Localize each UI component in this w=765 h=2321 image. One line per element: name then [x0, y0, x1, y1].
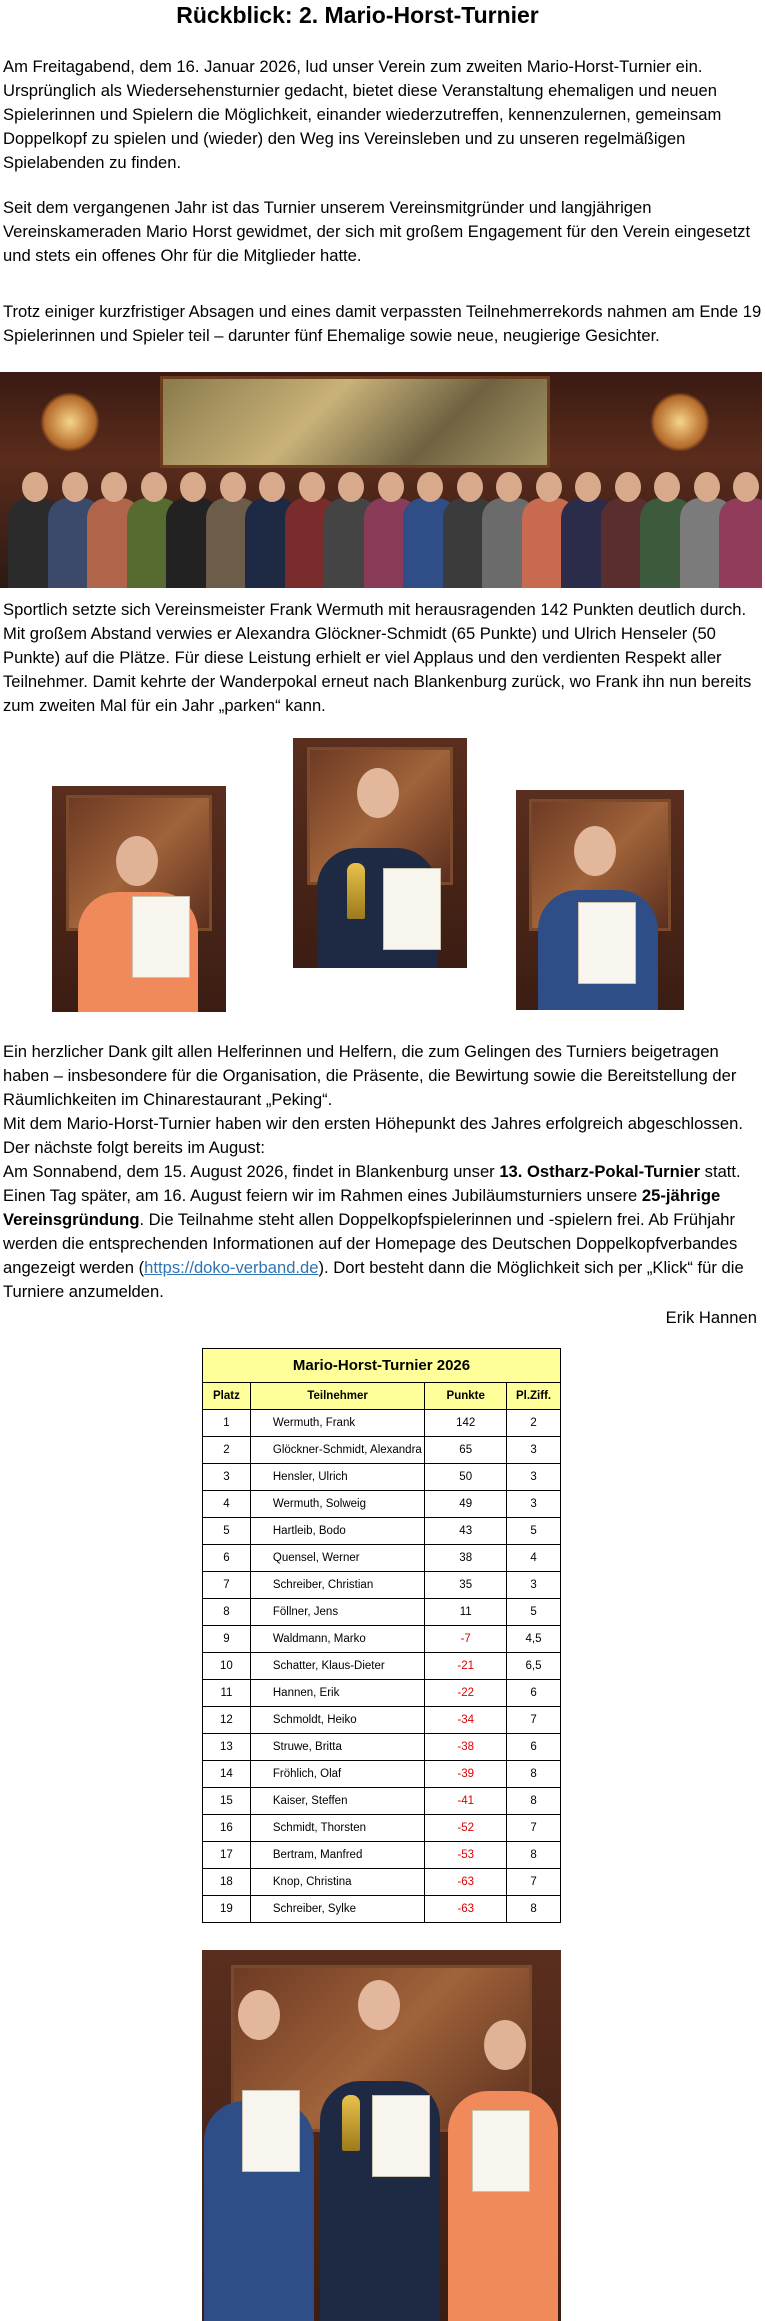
table-row	[203, 1761, 561, 1788]
cell-plziff: 7	[507, 1707, 561, 1734]
cell-punkte: -21	[425, 1653, 507, 1680]
cell-punkte: 38	[425, 1545, 507, 1572]
cell-platz: 18	[203, 1869, 251, 1896]
cell-plziff: 3	[507, 1491, 561, 1518]
cell-punkte: 43	[425, 1518, 507, 1545]
cell-punkte: 65	[425, 1437, 507, 1464]
table-row	[203, 1572, 561, 1599]
cell-plziff: 8	[507, 1896, 561, 1923]
cell-plziff: 6	[507, 1680, 561, 1707]
table-row	[203, 1788, 561, 1815]
cell-punkte: -7	[425, 1626, 507, 1653]
cell-platz: 10	[203, 1653, 251, 1680]
table-row	[203, 1545, 561, 1572]
cell-platz: 2	[203, 1437, 251, 1464]
cell-teilnehmer: Schmoldt, Heiko	[250, 1707, 424, 1734]
cell-plziff: 3	[507, 1572, 561, 1599]
cell-teilnehmer: Glöckner-Schmidt, Alexandra	[250, 1437, 424, 1464]
table-row	[203, 1815, 561, 1842]
cell-punkte: -38	[425, 1734, 507, 1761]
cell-teilnehmer: Quensel, Werner	[250, 1545, 424, 1572]
table-row	[203, 1626, 561, 1653]
group-photo	[0, 372, 762, 588]
cell-teilnehmer: Hartleib, Bodo	[250, 1518, 424, 1545]
trophy-icon	[342, 2095, 360, 2151]
portrait-frank	[293, 738, 467, 968]
header-teilnehmer: Teilnehmer	[250, 1383, 424, 1410]
cell-teilnehmer: Fröhlich, Olaf	[250, 1761, 424, 1788]
table-row	[203, 1464, 561, 1491]
cell-teilnehmer: Waldmann, Marko	[250, 1626, 424, 1653]
cell-plziff: 7	[507, 1869, 561, 1896]
cell-punkte: -41	[425, 1788, 507, 1815]
results-paragraph: Sportlich setzte sich Vereinsmeister Frank Wermuth mit herausragenden 142 Punkten deutlich durch. Mit großem Abstand verwies er Alexandra Glöckner-Schmidt (65 Punkte) und Ulrich Henseler (50 Punkte) auf die Plätze. Für diese Leistung erhielt er viel Applaus und den verdienten Respekt aller Teilnehmer. Damit kehrte der Wanderpokal erneut nach Blankenburg zurück, wo Frank ihn nun bereits zum zweiten Mal für ein Jahr „parken“ kann.	[3, 600, 752, 715]
winners-photo	[202, 1950, 561, 2321]
group-people	[0, 448, 762, 588]
cell-platz: 19	[203, 1896, 251, 1923]
table-row	[203, 1842, 561, 1869]
cell-platz: 12	[203, 1707, 251, 1734]
cell-plziff: 4	[507, 1545, 561, 1572]
results-body	[203, 1410, 561, 1923]
table-row	[203, 1491, 561, 1518]
cell-plziff: 3	[507, 1464, 561, 1491]
cell-platz: 16	[203, 1815, 251, 1842]
table-row	[203, 1734, 561, 1761]
table-row	[203, 1869, 561, 1896]
portrait-alexandra	[52, 786, 226, 1012]
certificate-icon	[242, 2090, 300, 2172]
results-table	[202, 1348, 561, 1923]
cell-teilnehmer: Wermuth, Frank	[250, 1410, 424, 1437]
cell-punkte: 142	[425, 1410, 507, 1437]
certificate-icon	[132, 896, 190, 978]
cell-punkte: -63	[425, 1896, 507, 1923]
cell-punkte: 11	[425, 1599, 507, 1626]
cell-teilnehmer: Struwe, Britta	[250, 1734, 424, 1761]
table-row	[203, 1653, 561, 1680]
cell-plziff: 5	[507, 1518, 561, 1545]
doko-verband-link[interactable]: https://doko-verband.de	[144, 1258, 319, 1277]
cell-plziff: 6,5	[507, 1653, 561, 1680]
cell-teilnehmer: Schmidt, Thorsten	[250, 1815, 424, 1842]
cell-platz: 8	[203, 1599, 251, 1626]
lamp-icon	[650, 392, 710, 452]
cell-punkte: -39	[425, 1761, 507, 1788]
anniversary-bold: 25-jährige Vereinsgründung	[3, 1186, 721, 1229]
table-row	[203, 1896, 561, 1923]
lamp-icon	[40, 392, 100, 452]
certificate-icon	[472, 2110, 530, 2192]
cell-teilnehmer: Schreiber, Christian	[250, 1572, 424, 1599]
page-title: Rückblick: 2. Mario-Horst-Turnier	[176, 2, 539, 28]
table-caption: Mario-Horst-Turnier 2026	[203, 1349, 561, 1383]
author-signature: Erik Hannen	[665, 1308, 757, 1327]
cell-teilnehmer: Schatter, Klaus-Dieter	[250, 1653, 424, 1680]
trophy-icon	[347, 863, 365, 919]
cell-plziff: 5	[507, 1599, 561, 1626]
cell-plziff: 2	[507, 1410, 561, 1437]
cell-punkte: -22	[425, 1680, 507, 1707]
cell-punkte: -34	[425, 1707, 507, 1734]
cell-platz: 11	[203, 1680, 251, 1707]
table-row	[203, 1599, 561, 1626]
cell-plziff: 8	[507, 1788, 561, 1815]
cell-teilnehmer: Schreiber, Sylke	[250, 1896, 424, 1923]
portrait-ulrich	[516, 790, 684, 1010]
intro-paragraph: Am Freitagabend, dem 16. Januar 2026, lud unser Verein zum zweiten Mario-Horst-Turnier ein. Ursprünglich als Wiedersehensturnier gedacht, bietet diese Veranstaltung ehemaligen und neuen Spielerinnen und Spielern die Möglichkeit, einander wiederzutreffen, kennenzulernen, gemeinsam Doppelkopf zu spielen und (wieder) den Weg ins Vereinsleben und zu unseren regelmäßigen Spielabenden zu finden.	[3, 57, 722, 172]
table-row	[203, 1437, 561, 1464]
certificate-icon	[578, 902, 636, 984]
certificate-icon	[383, 868, 441, 950]
cell-punkte: -53	[425, 1842, 507, 1869]
cell-platz: 17	[203, 1842, 251, 1869]
cell-plziff: 8	[507, 1842, 561, 1869]
table-row	[203, 1518, 561, 1545]
header-platz: Platz	[203, 1383, 251, 1410]
cell-platz: 5	[203, 1518, 251, 1545]
cell-teilnehmer: Hannen, Erik	[250, 1680, 424, 1707]
table-header-row	[203, 1383, 561, 1410]
table-row	[203, 1707, 561, 1734]
cell-punkte: -52	[425, 1815, 507, 1842]
cell-platz: 15	[203, 1788, 251, 1815]
header-plziff: Pl.Ziff.	[507, 1383, 561, 1410]
cell-platz: 14	[203, 1761, 251, 1788]
cell-teilnehmer: Wermuth, Solweig	[250, 1491, 424, 1518]
participants-paragraph: Trotz einiger kurzfristiger Absagen und eines damit verpassten Teilnehmerrekords nahmen am Ende 19 Spielerinnen und Spieler teil – darunter fünf Ehemalige sowie neue, neugierige Gesichter.	[3, 302, 762, 345]
cell-punkte: 49	[425, 1491, 507, 1518]
cell-teilnehmer: Hensler, Ulrich	[250, 1464, 424, 1491]
header-punkte: Punkte	[425, 1383, 507, 1410]
cell-platz: 6	[203, 1545, 251, 1572]
cell-platz: 1	[203, 1410, 251, 1437]
cell-plziff: 4,5	[507, 1626, 561, 1653]
cell-plziff: 6	[507, 1734, 561, 1761]
cell-platz: 13	[203, 1734, 251, 1761]
cell-plziff: 8	[507, 1761, 561, 1788]
cell-platz: 9	[203, 1626, 251, 1653]
cell-platz: 7	[203, 1572, 251, 1599]
thanks-paragraph: Ein herzlicher Dank gilt allen Helferinnen und Helfern, die zum Gelingen des Turniers beigetragen haben – insbesondere für die Organisation, die Präsente, die Bewirtung sowie die Bereitstellung der Räumlichkeiten im Chinarestaurant „Peking“. Mit dem Mario-Horst-Turnier haben wir den ersten Höhepunkt des Jahres erfolgreich abgeschlossen. Der nächste folgt bereits im August: Am Sonnabend, dem 15. August 2026, findet in Blankenburg unser 13. Ostharz-Pokal-Turnier statt. Einen Tag später, am 16. August feiern wir im Rahmen eines Jubiläumsturniers unsere 25-jährige Vereinsgründung. Die Teilnahme steht allen Doppelkopfspielerinnen und -spielern frei. Ab Frühjahr werden die entsprechenden Informationen auf der Homepage des Deutschen Doppelkopfverbandes angezeigt werden (https://doko-verband.de). Dort besteht dann die Möglichkeit sich per „Klick“ für die Turniere anzumelden.	[3, 1042, 744, 1301]
cell-plziff: 7	[507, 1815, 561, 1842]
table-row	[203, 1410, 561, 1437]
ostharz-pokal-bold: 13. Ostharz-Pokal-Turnier	[499, 1162, 701, 1181]
cell-teilnehmer: Föllner, Jens	[250, 1599, 424, 1626]
cell-teilnehmer: Kaiser, Steffen	[250, 1788, 424, 1815]
certificate-icon	[372, 2095, 430, 2177]
dedication-paragraph: Seit dem vergangenen Jahr ist das Turnier unserem Vereinsmitgründer und langjährigen Vereinskameraden Mario Horst gewidmet, der sich mit großem Engagement für den Verein eingesetzt und stets ein offenes Ohr für die Mitglieder hatte.	[3, 198, 751, 265]
cell-platz: 3	[203, 1464, 251, 1491]
cell-teilnehmer: Bertram, Manfred	[250, 1842, 424, 1869]
cell-punkte: 50	[425, 1464, 507, 1491]
cell-punkte: 35	[425, 1572, 507, 1599]
cell-punkte: -63	[425, 1869, 507, 1896]
cell-plziff: 3	[507, 1437, 561, 1464]
cell-teilnehmer: Knop, Christina	[250, 1869, 424, 1896]
table-row	[203, 1680, 561, 1707]
cell-platz: 4	[203, 1491, 251, 1518]
